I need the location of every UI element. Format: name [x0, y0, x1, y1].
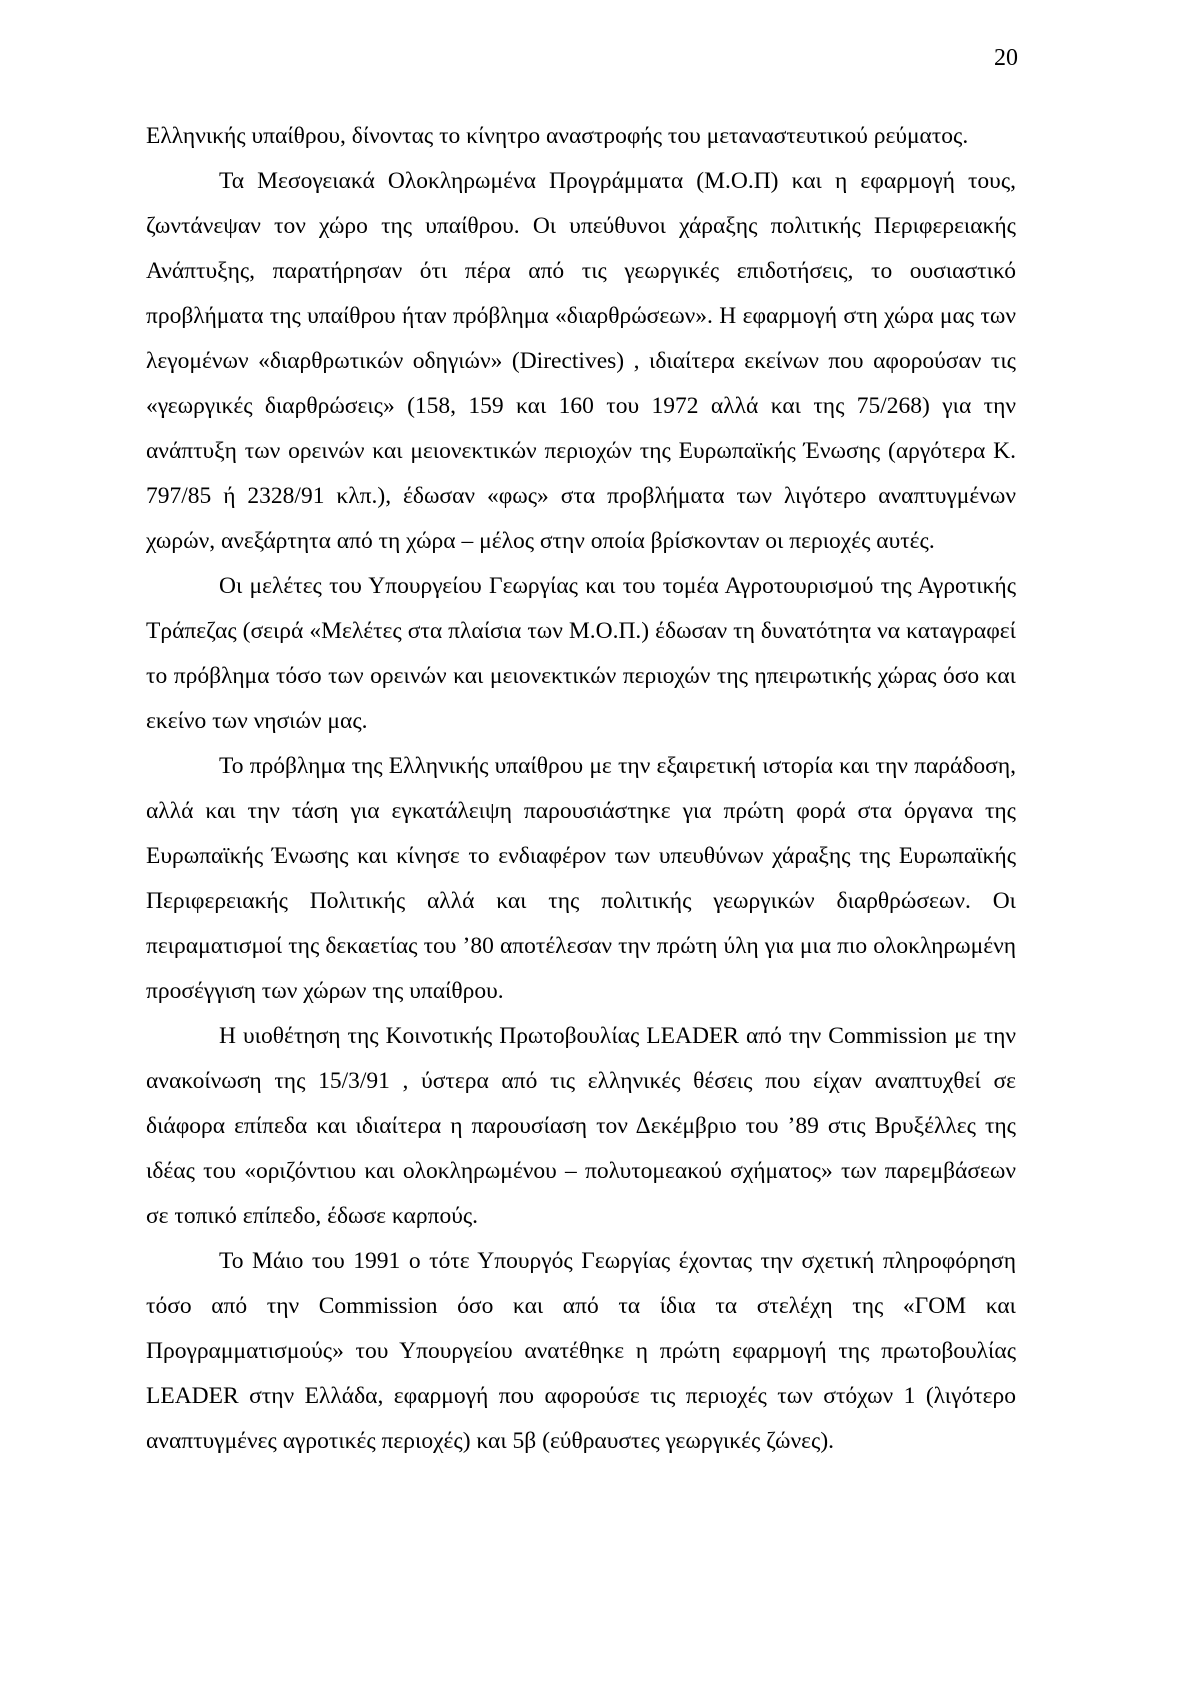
paragraph-mop-programs: Τα Μεσογειακά Ολοκληρωμένα Προγράμματα (Μ.Ο.Π) και η εφαρμογή τους, ζωντάνεψαν τον χώρο της υπαίθρου. Οι υπεύθυνοι χάραξης πολιτικής Περιφερειακής Ανάπτυξης, παρατήρησαν ότι πέρα από τις γεωργικές επιδοτήσεις, το ουσιαστικό προβλήματα της υπαίθρου ήταν πρόβλημα «διαρθρώσεων». Η εφαρμογή στη χώρα μας των λεγομένων «διαρθρωτικών οδηγιών» (Directives) , ιδιαίτερα εκείνων που αφορούσαν τις «γεωργικές διαρθρώσεις» (158, 159 και 160 του 1972 αλλά και της 75/268) για την ανάπτυξη των ορεινών και μειονεκτικών περιοχών της Ευρωπαϊκής Ένωσης (αργότερα Κ. 797/85 ή 2328/91 κλπ.), έδωσαν «φως» στα προβλήματα των λιγότερο αναπτυγμένων χωρών, ανεξάρτητα από τη χώρα – μέλος στην οποία βρίσκονταν οι περιοχές αυτές. — [146, 168, 1016, 554]
page-number: 20 — [994, 45, 1018, 71]
paragraph-continuation: Ελληνικής υπαίθρου, δίνοντας το κίνητρο αναστροφής του μεταναστευτικού ρεύματος. — [146, 123, 969, 149]
paragraph-rural-problem: Το πρόβλημα της Ελληνικής υπαίθρου με την εξαιρετική ιστορία και την παράδοση, αλλά και την τάση για εγκατάλειψη παρουσιάστηκε για πρώτη φορά στα όργανα της Ευρωπαϊκής Ένωσης και κίνησε το ενδιαφέρον των υπευθύνων χάραξης της Ευρωπαϊκής Περιφερειακής Πολιτικής αλλά και της πολιτικής γεωργικών διαρθρώσεων. Οι πειραματισμοί της δεκαετίας του ’80 αποτέλεσαν την πρώτη ύλη για μια πιο ολοκληρωμένη προσέγγιση των χώρων της υπαίθρου. — [146, 753, 1016, 1004]
paragraph-ministry-studies: Οι μελέτες του Υπουργείου Γεωργίας και του τομέα Αγροτουρισμού της Αγροτικής Τράπεζας (σειρά «Μελέτες στα πλαίσια των Μ.Ο.Π.) έδωσαν τη δυνατότητα να καταγραφεί το πρόβλημα τόσο των ορεινών και μειονεκτικών περιοχών της ηπειρωτικής χώρας όσο και εκείνο των νησιών μας. — [146, 573, 1016, 734]
body-text — [146, 114, 1016, 1464]
paragraph-leader-adoption: Η υιοθέτηση της Κοινοτικής Πρωτοβουλίας LEADER από την Commission με την ανακοίνωση της 15/3/91 , ύστερα από τις ελληνικές θέσεις που είχαν αναπτυχθεί σε διάφορα επίπεδα και ιδιαίτερα η παρουσίαση τον Δεκέμβριο του ’89 στις Βρυξέλλες της ιδέας του «οριζόντιου και ολοκληρωμένου – πολυτομεακού σχήματος» των παρεμβάσεων σε τοπικό επίπεδο, έδωσε καρπούς. — [146, 1023, 1016, 1229]
paragraph-leader-greece: Το Μάιο του 1991 ο τότε Υπουργός Γεωργίας έχοντας την σχετική πληροφόρηση τόσο από την Commission όσο και από τα ίδια τα στελέχη της «ΓΟΜ και Προγραμματισμούς» του Υπουργείου ανατέθηκε η πρώτη εφαρμογή της πρωτοβουλίας LEADER στην Ελλάδα, εφαρμογή που αφορούσε τις περιοχές των στόχων 1 (λιγότερο αναπτυγμένες αγροτικές περιοχές) και 5β (εύθραυστες γεωργικές ζώνες). — [146, 1248, 1016, 1454]
